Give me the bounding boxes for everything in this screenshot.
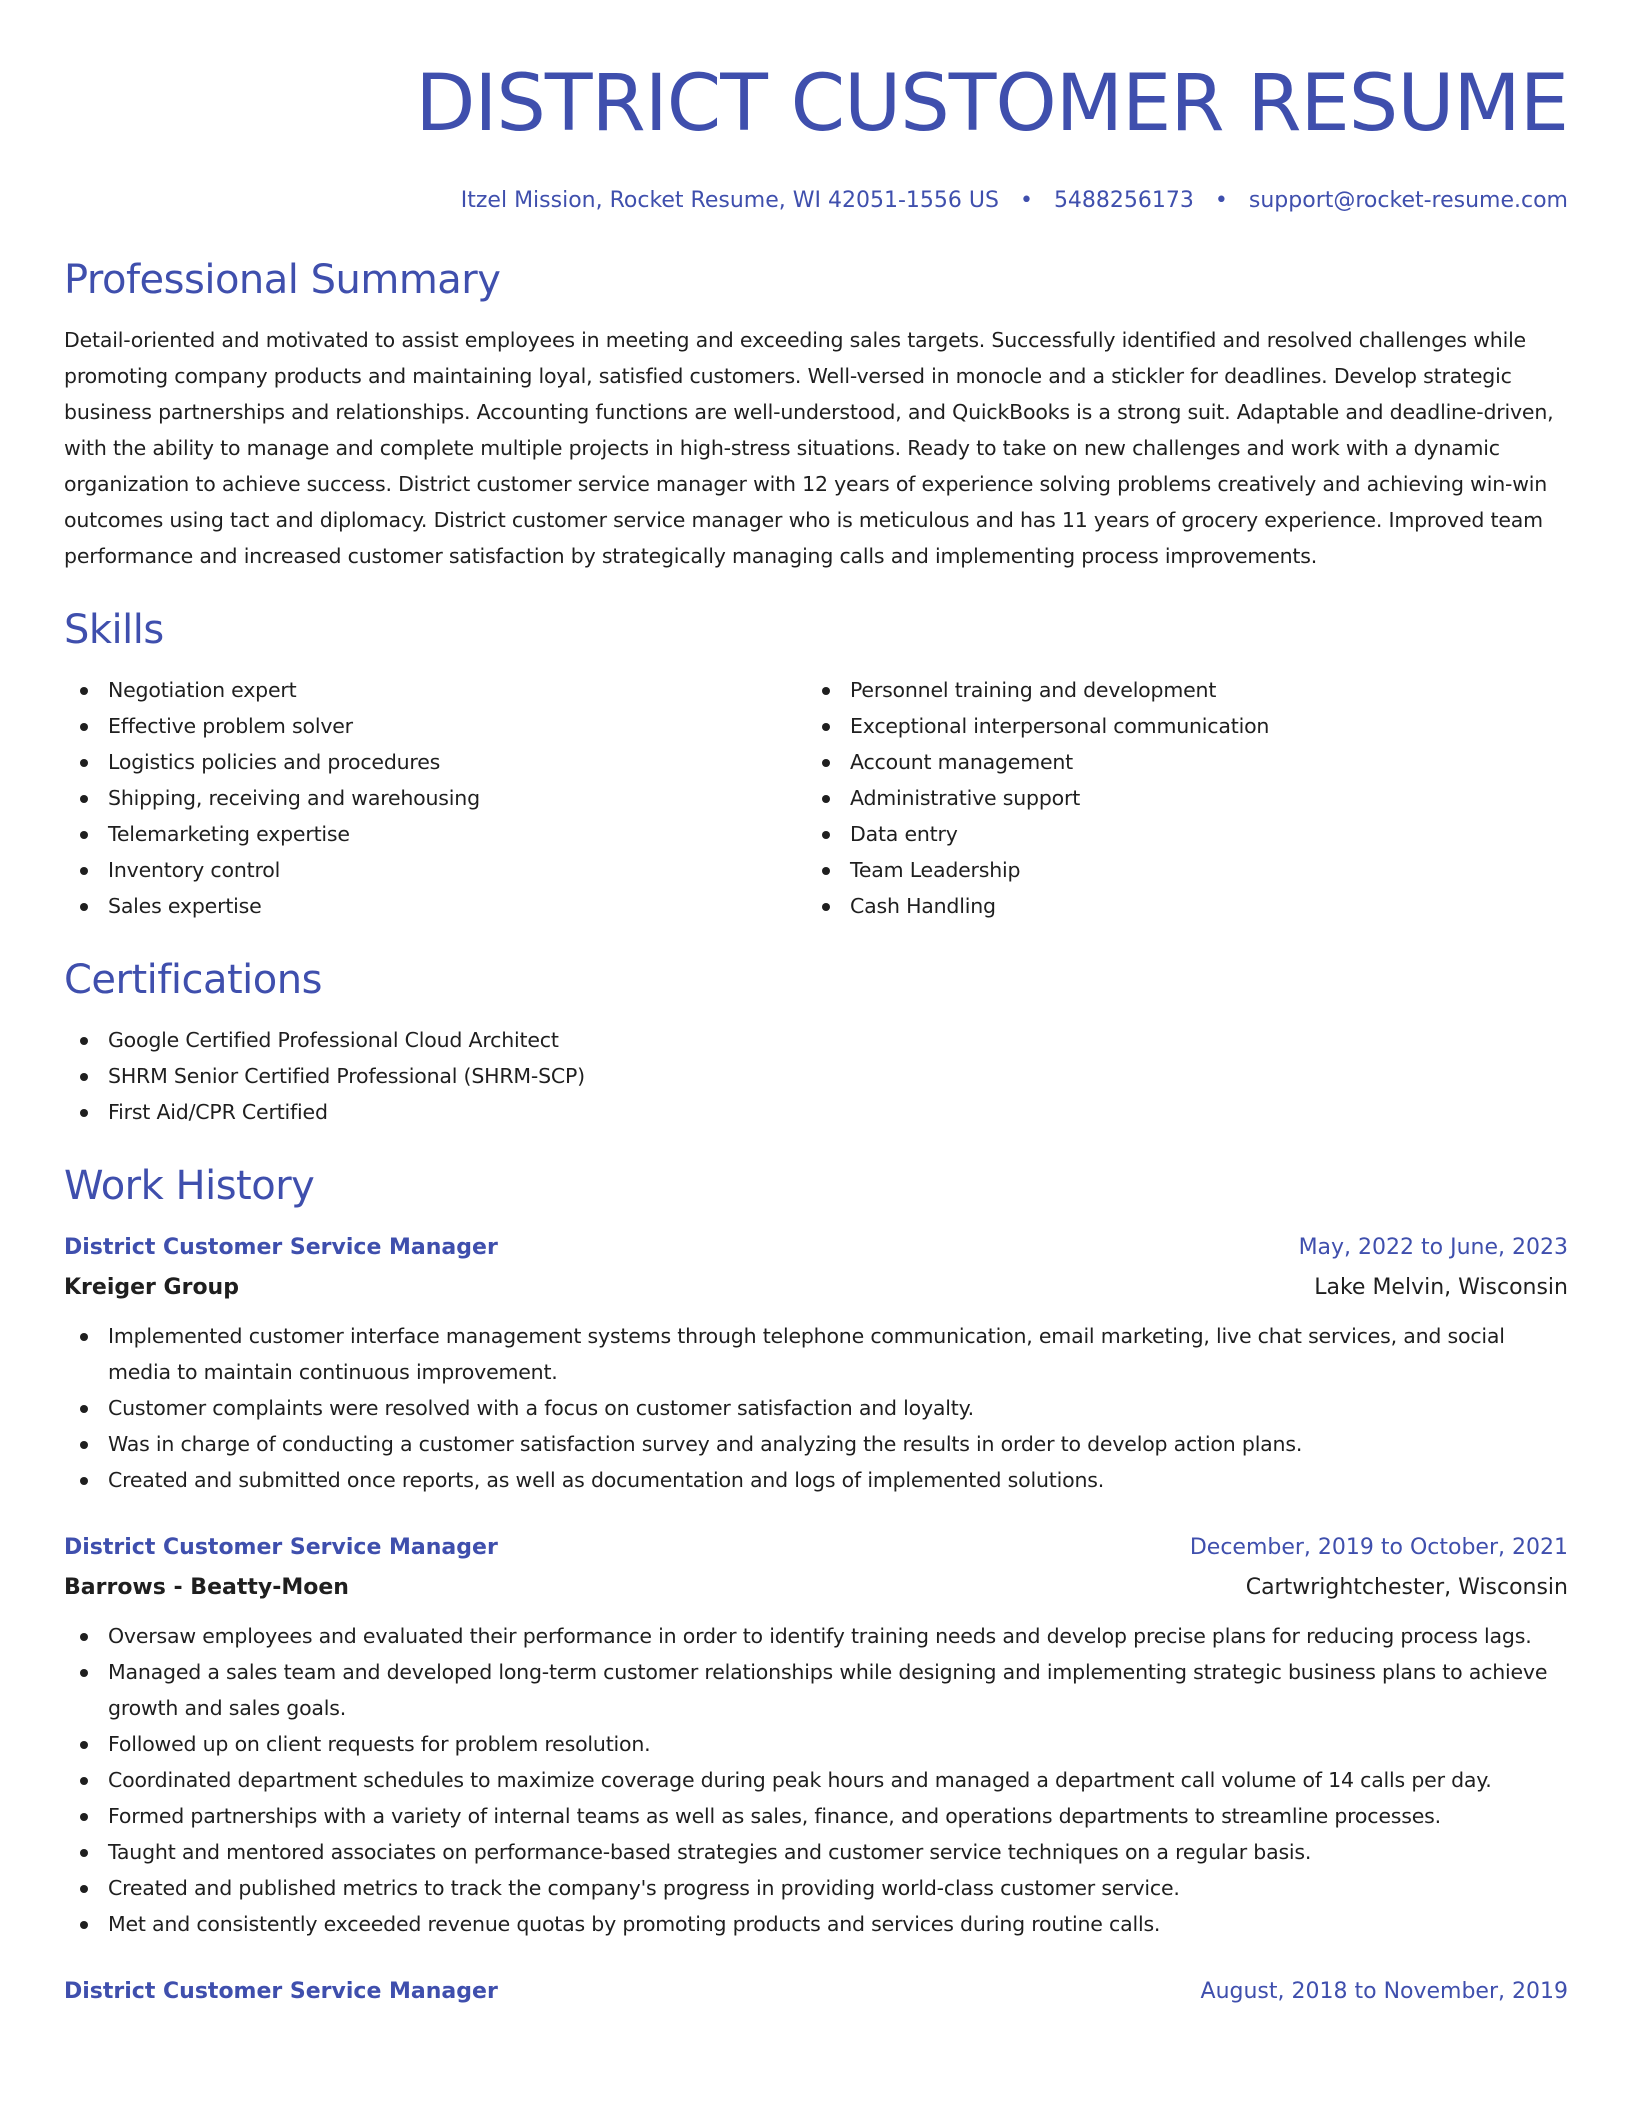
certification-item: First Aid/CPR Certified — [64, 1094, 1568, 1130]
skill-item: Sales expertise — [64, 888, 806, 924]
job-bullets — [64, 1618, 1568, 1942]
contact-separator: • — [1214, 188, 1228, 213]
job-bullet: Taught and mentored associates on performance-based strategies and customer service techniques on a regular basis. — [64, 1834, 1568, 1870]
skills-column-right — [806, 672, 1548, 924]
job-company: Kreiger Group — [64, 1275, 239, 1300]
skill-item: Data entry — [806, 816, 1548, 852]
candidate-name: DISTRICT CUSTOMER RESUME — [415, 59, 1568, 149]
job-bullet: Oversaw employees and evaluated their performance in order to identify training needs and develop precise plans for reducing process lags. — [64, 1618, 1568, 1654]
job-title-row — [64, 1528, 1568, 1568]
job-location: Cartwrightchester, Wisconsin — [1245, 1575, 1568, 1600]
skill-item: Telemarketing expertise — [64, 816, 806, 852]
contact-line — [64, 186, 1568, 216]
work-history-heading: Work History — [64, 1163, 315, 1209]
job-title: District Customer Service Manager — [64, 1535, 498, 1560]
job-bullet: Implemented customer interface management systems through telephone communication, email marketing, live chat services, and social media to maintain continuous improvement. — [64, 1318, 1568, 1390]
job-location: Lake Melvin, Wisconsin — [1314, 1275, 1568, 1300]
certification-item: Google Certified Professional Cloud Architect — [64, 1022, 1568, 1058]
job-company-row — [64, 1568, 1568, 1608]
job-bullets — [64, 1318, 1568, 1498]
skill-item: Logistics policies and procedures — [64, 744, 806, 780]
job-entry — [64, 1528, 1568, 1942]
job-entry — [64, 1228, 1568, 1498]
contact-separator: • — [1019, 188, 1033, 213]
job-company: Barrows - Beatty-Moen — [64, 1575, 349, 1600]
job-bullet: Met and consistently exceeded revenue quotas by promoting products and services during routine calls. — [64, 1906, 1568, 1942]
skill-item: Personnel training and development — [806, 672, 1548, 708]
summary-heading: Professional Summary — [64, 257, 501, 303]
job-dates: August, 2018 to November, 2019 — [1200, 1979, 1568, 2004]
contact-email[interactable]: support@rocket-resume.com — [1248, 188, 1568, 213]
skill-item: Effective problem solver — [64, 708, 806, 744]
skills-list — [64, 672, 1568, 924]
resume-header — [64, 0, 1568, 216]
skill-item: Shipping, receiving and warehousing — [64, 780, 806, 816]
skill-item: Account management — [806, 744, 1548, 780]
skill-item: Inventory control — [64, 852, 806, 888]
job-title-row — [64, 1228, 1568, 1268]
job-dates: May, 2022 to June, 2023 — [1298, 1235, 1568, 1260]
skill-item: Negotiation expert — [64, 672, 806, 708]
certification-item: SHRM Senior Certified Professional (SHRM-SCP) — [64, 1058, 1568, 1094]
certifications-list — [64, 1022, 1568, 1130]
job-bullet: Created and submitted once reports, as well as documentation and logs of implemented solutions. — [64, 1462, 1568, 1498]
job-bullet: Managed a sales team and developed long-term customer relationships while designing and implementing strategic business plans to achieve growth and sales goals. — [64, 1654, 1568, 1726]
job-company-row — [64, 1268, 1568, 1308]
job-title-row — [64, 1972, 1568, 2012]
certifications-heading: Certifications — [64, 957, 322, 1003]
summary-text: Detail-oriented and motivated to assist employees in meeting and exceeding sales targets. Successfully identified and resolved challenges while promoting company products and maintaining loyal, satisfied customers. Well-versed in monocle and a stickler for deadlines. Develop strategic business partnerships and relationships. Accounting functions are well-understood, and QuickBooks is a strong suit. Adaptable and deadline-driven, with the ability to manage and complete multiple projects in high-stress situations. Ready to take on new challenges and work with a dynamic organization to achieve success. District customer service manager with 12 years of experience solving problems creatively and achieving win-win outcomes using tact and diplomacy. District customer service manager who is meticulous and has 11 years of grocery experience. Improved team performance and increased customer satisfaction by strategically managing calls and implementing process improvements. — [64, 328, 1554, 568]
job-title: District Customer Service Manager — [64, 1235, 498, 1260]
job-bullet: Formed partnerships with a variety of internal teams as well as sales, finance, and operations departments to streamline processes. — [64, 1798, 1568, 1834]
skills-heading: Skills — [64, 607, 164, 653]
job-bullet: Created and published metrics to track the company's progress in providing world-class customer service. — [64, 1870, 1568, 1906]
skill-item: Cash Handling — [806, 888, 1548, 924]
job-dates: December, 2019 to October, 2021 — [1189, 1535, 1568, 1560]
skill-item: Exceptional interpersonal communication — [806, 708, 1548, 744]
job-bullet: Coordinated department schedules to maximize coverage during peak hours and managed a department call volume of 14 calls per day. — [64, 1762, 1568, 1798]
job-bullet: Customer complaints were resolved with a focus on customer satisfaction and loyalty. — [64, 1390, 1568, 1426]
job-bullet: Was in charge of conducting a customer satisfaction survey and analyzing the results in order to develop action plans. — [64, 1426, 1568, 1462]
job-bullet: Followed up on client requests for problem resolution. — [64, 1726, 1568, 1762]
job-entry — [64, 1972, 1568, 2012]
contact-phone[interactable]: 5488256173 — [1053, 188, 1194, 213]
skills-column-left — [64, 672, 806, 924]
contact-address: Itzel Mission, Rocket Resume, WI 42051-1556 US — [460, 188, 999, 213]
skill-item: Team Leadership — [806, 852, 1548, 888]
job-title: District Customer Service Manager — [64, 1979, 498, 2004]
skill-item: Administrative support — [806, 780, 1548, 816]
